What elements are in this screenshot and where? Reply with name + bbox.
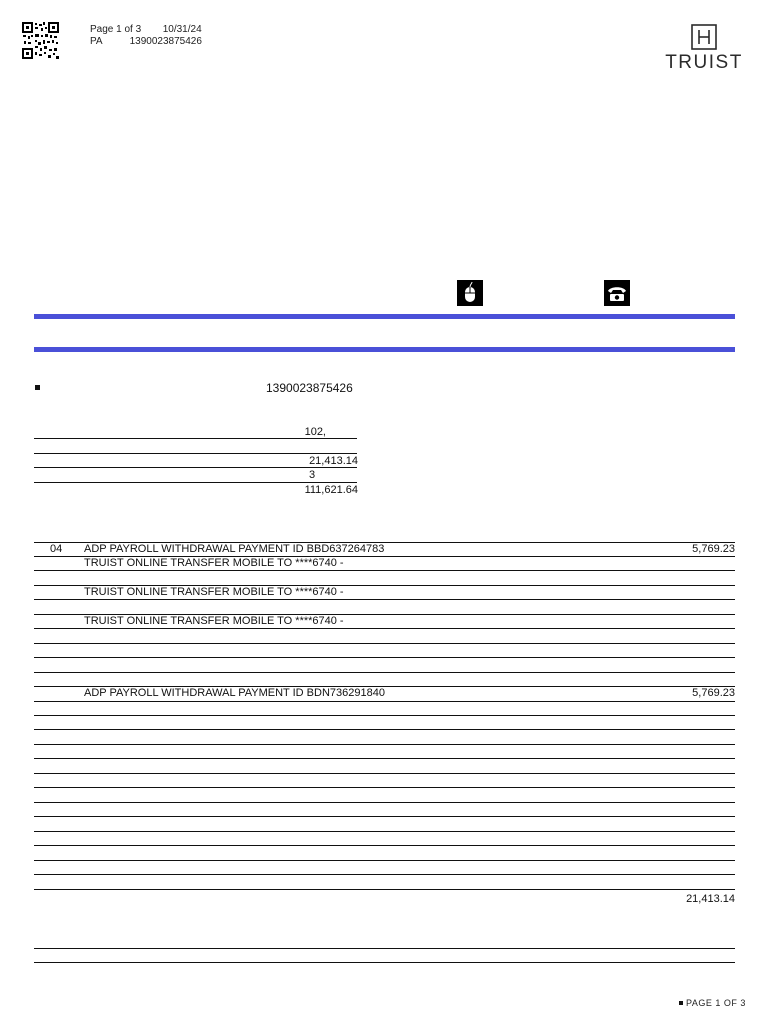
state-code: PA [90,36,103,47]
table-rule [34,860,735,861]
transaction-description: TRUIST ONLINE TRANSFER MOBILE TO ****6740 - [84,586,344,598]
table-rule [34,657,735,658]
account-reference-number: 1390023875426 [129,36,202,47]
page-footer [679,994,746,1012]
statement-date: 10/31/24 [162,24,202,35]
table-rule [34,948,735,949]
transactions-total: 21,413.14 [686,893,735,905]
truist-logo-icon [691,24,717,50]
table-rule [34,628,735,629]
truist-logo [664,24,744,73]
table-rule [34,787,735,788]
table-rule [34,701,735,702]
table-rule [34,599,735,600]
brand-name: TRUIST [665,52,743,73]
bullet-icon [679,1001,683,1005]
accent-bar-bottom [34,347,735,352]
table-rule [34,773,735,774]
mouse-icon [457,280,483,306]
table-rule [34,816,735,817]
transaction-description: ADP PAYROLL WITHDRAWAL PAYMENT ID BDN736291840 [84,687,385,699]
table-rule [34,729,735,730]
transaction-amount: 5,769.23 [692,687,735,699]
telephone-icon [604,280,630,306]
table-rule [34,845,735,846]
divider [34,482,357,483]
accent-bar-top [34,314,735,319]
summary-value-1: 102, [304,426,326,438]
table-rule [34,962,735,963]
summary-value-3: 3 [309,469,316,481]
table-rule [34,874,735,875]
divider [34,453,357,454]
table-rule [34,672,735,673]
table-rule [34,715,735,716]
table-rule [34,831,735,832]
table-rule [34,744,735,745]
summary-value-2: 21,413.14 [309,455,358,467]
account-reference [90,36,202,48]
page-indicator [90,24,202,36]
table-rule [34,570,735,571]
transaction-day: 04 [50,543,63,555]
table-rule [34,802,735,803]
table-rule [34,643,735,644]
summary-value-4: 111,621.64 [304,484,358,496]
divider [34,467,357,468]
divider [34,438,357,439]
transaction-amount: 5,769.23 [692,543,735,555]
account-number: 1390023875426 [266,381,353,395]
transaction-description: TRUIST ONLINE TRANSFER MOBILE TO ****6740 - [84,557,344,569]
transaction-description: TRUIST ONLINE TRANSFER MOBILE TO ****6740 - [84,615,344,627]
table-rule [34,889,735,890]
transaction-description: ADP PAYROLL WITHDRAWAL PAYMENT ID BBD637264783 [84,543,385,555]
bullet-icon [35,385,40,390]
qr-code [22,22,59,59]
table-rule [34,758,735,759]
page-label: Page 1 of 3 [90,24,142,35]
footer-page-label: PAGE 1 OF 3 [686,997,746,1008]
